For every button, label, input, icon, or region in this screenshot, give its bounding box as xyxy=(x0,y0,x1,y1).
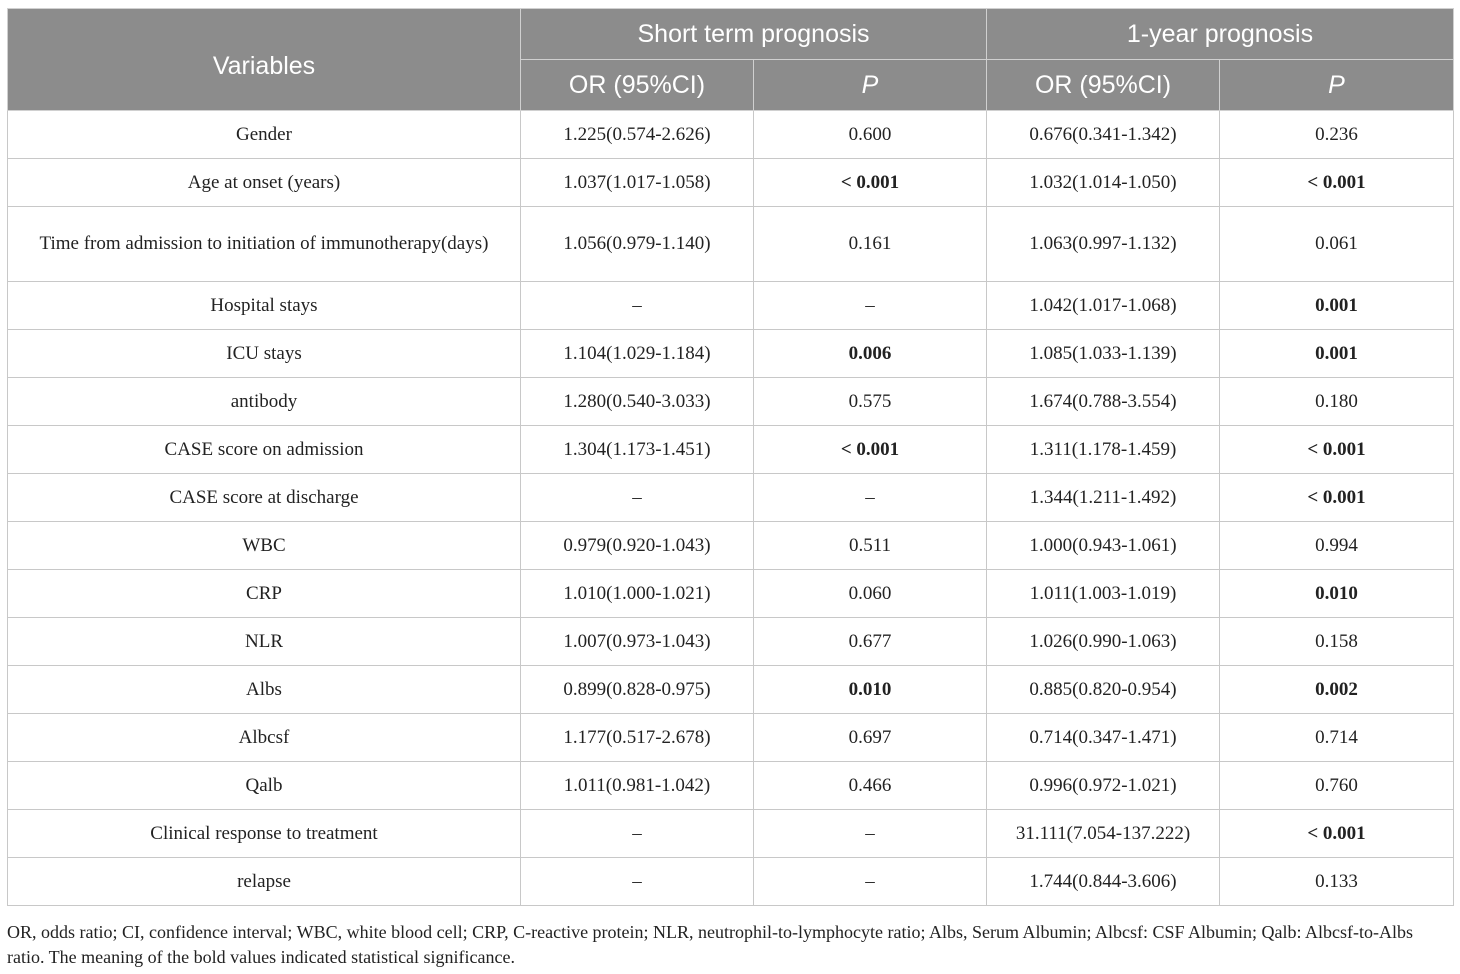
header-or-1year: OR (95%CI) xyxy=(987,60,1220,111)
header-1-year-prognosis: 1-year prognosis xyxy=(987,9,1454,60)
cell-variable: CASE score at discharge xyxy=(8,474,521,522)
cell-or-1year: 1.085(1.033-1.139) xyxy=(987,330,1220,378)
cell-variable: Age at onset (years) xyxy=(8,159,521,207)
cell-or-short: – xyxy=(521,810,754,858)
header-variables: Variables xyxy=(8,9,521,111)
cell-p-1year xyxy=(1220,666,1454,714)
cell-p-short: 0.600 xyxy=(754,111,987,159)
cell-or-short: 0.899(0.828-0.975) xyxy=(521,666,754,714)
table-row xyxy=(8,330,1454,378)
cell-p-short: 0.466 xyxy=(754,762,987,810)
cell-p-1year xyxy=(1220,426,1454,474)
table-row xyxy=(8,426,1454,474)
table-row xyxy=(8,570,1454,618)
cell-variable: NLR xyxy=(8,618,521,666)
cell-p-short-bold: 0.006 xyxy=(848,342,892,364)
cell-p-1year: 0.714 xyxy=(1220,714,1454,762)
cell-p-1year: 0.760 xyxy=(1220,762,1454,810)
cell-or-1year: 1.744(0.844-3.606) xyxy=(987,858,1220,906)
cell-p-short-bold: 0.010 xyxy=(848,678,892,700)
cell-p-short: – xyxy=(754,810,987,858)
cell-or-1year: 1.011(1.003-1.019) xyxy=(987,570,1220,618)
cell-or-1year: 0.676(0.341-1.342) xyxy=(987,111,1220,159)
cell-p-1year xyxy=(1220,570,1454,618)
cell-or-short: 1.225(0.574-2.626) xyxy=(521,111,754,159)
cell-p-short: 0.677 xyxy=(754,618,987,666)
cell-p-1year: 0.994 xyxy=(1220,522,1454,570)
cell-p-1year-bold: 0.002 xyxy=(1315,678,1358,700)
cell-p-1year: 0.158 xyxy=(1220,618,1454,666)
table-row xyxy=(8,282,1454,330)
cell-p-1year xyxy=(1220,282,1454,330)
table-row xyxy=(8,810,1454,858)
cell-or-short: 1.007(0.973-1.043) xyxy=(521,618,754,666)
cell-or-short: – xyxy=(521,858,754,906)
header-p-short xyxy=(754,60,987,111)
cell-or-1year: 1.344(1.211-1.492) xyxy=(987,474,1220,522)
cell-variable: Clinical response to treatment xyxy=(8,810,521,858)
cell-p-1year: 0.133 xyxy=(1220,858,1454,906)
cell-p-1year xyxy=(1220,810,1454,858)
results-table-container xyxy=(7,8,1453,906)
cell-variable: ICU stays xyxy=(8,330,521,378)
cell-or-short: 1.104(1.029-1.184) xyxy=(521,330,754,378)
table-row xyxy=(8,378,1454,426)
cell-p-1year xyxy=(1220,330,1454,378)
cell-or-short: – xyxy=(521,474,754,522)
cell-p-short: – xyxy=(754,474,987,522)
header-p-short-label: P xyxy=(861,70,879,99)
cell-or-short: 1.037(1.017-1.058) xyxy=(521,159,754,207)
cell-or-short: 0.979(0.920-1.043) xyxy=(521,522,754,570)
cell-variable: Time from admission to initiation of immunotherapy(days) xyxy=(8,207,521,282)
cell-variable: relapse xyxy=(8,858,521,906)
cell-p-1year-bold: < 0.001 xyxy=(1307,438,1366,460)
cell-or-1year: 1.674(0.788-3.554) xyxy=(987,378,1220,426)
cell-or-1year: 0.714(0.347-1.471) xyxy=(987,714,1220,762)
table-row xyxy=(8,858,1454,906)
cell-or-short: 1.010(1.000-1.021) xyxy=(521,570,754,618)
table-row xyxy=(8,762,1454,810)
cell-variable: Hospital stays xyxy=(8,282,521,330)
cell-p-short: 0.575 xyxy=(754,378,987,426)
table-row xyxy=(8,207,1454,282)
cell-p-1year xyxy=(1220,474,1454,522)
table-row xyxy=(8,159,1454,207)
results-table xyxy=(7,8,1454,906)
cell-or-short: 1.177(0.517-2.678) xyxy=(521,714,754,762)
cell-p-1year-bold: 0.001 xyxy=(1315,294,1358,316)
cell-or-1year: 1.032(1.014-1.050) xyxy=(987,159,1220,207)
cell-or-short: 1.304(1.173-1.451) xyxy=(521,426,754,474)
table-footnote: OR, odds ratio; CI, confidence interval; WBC, white blood cell; CRP, C-reactive protein; NLR, neutrophil-to-lymphocyte ratio; Albs, Serum Albumin; Albcsf: CSF Albumin; Qalb: Albcsf-to-Albs ratio. The meaning of the bold values indicated statistical significance. xyxy=(7,922,1414,967)
cell-p-1year-bold: < 0.001 xyxy=(1307,486,1366,508)
cell-p-short: – xyxy=(754,282,987,330)
cell-p-1year: 0.061 xyxy=(1220,207,1454,282)
cell-p-short: 0.060 xyxy=(754,570,987,618)
cell-or-1year: 1.042(1.017-1.068) xyxy=(987,282,1220,330)
cell-variable: Gender xyxy=(8,111,521,159)
cell-or-1year: 1.026(0.990-1.063) xyxy=(987,618,1220,666)
header-p-1year-label: P xyxy=(1328,70,1345,99)
table-body xyxy=(8,111,1454,906)
cell-or-1year: 1.063(0.997-1.132) xyxy=(987,207,1220,282)
cell-or-short: – xyxy=(521,282,754,330)
cell-or-short: 1.011(0.981-1.042) xyxy=(521,762,754,810)
table-row xyxy=(8,111,1454,159)
cell-p-short xyxy=(754,159,987,207)
cell-or-1year: 0.996(0.972-1.021) xyxy=(987,762,1220,810)
table-row xyxy=(8,474,1454,522)
cell-p-1year: 0.236 xyxy=(1220,111,1454,159)
cell-p-short: 0.697 xyxy=(754,714,987,762)
cell-or-1year: 31.111(7.054-137.222) xyxy=(987,810,1220,858)
cell-p-short: 0.511 xyxy=(754,522,987,570)
cell-variable: antibody xyxy=(8,378,521,426)
cell-p-short-bold: < 0.001 xyxy=(840,438,900,460)
cell-or-1year: 1.311(1.178-1.459) xyxy=(987,426,1220,474)
cell-p-short xyxy=(754,330,987,378)
cell-variable: CRP xyxy=(8,570,521,618)
cell-or-1year: 0.885(0.820-0.954) xyxy=(987,666,1220,714)
table-row xyxy=(8,618,1454,666)
cell-or-1year: 1.000(0.943-1.061) xyxy=(987,522,1220,570)
header-or-short: OR (95%CI) xyxy=(521,60,754,111)
cell-p-short xyxy=(754,426,987,474)
cell-variable: CASE score on admission xyxy=(8,426,521,474)
cell-variable: Albcsf xyxy=(8,714,521,762)
cell-variable: Qalb xyxy=(8,762,521,810)
cell-p-1year-bold: < 0.001 xyxy=(1307,171,1366,193)
cell-or-short: 1.056(0.979-1.140) xyxy=(521,207,754,282)
table-row xyxy=(8,522,1454,570)
cell-p-1year-bold: < 0.001 xyxy=(1307,822,1366,844)
cell-variable: Albs xyxy=(8,666,521,714)
table-row xyxy=(8,666,1454,714)
cell-p-short-bold: < 0.001 xyxy=(840,171,900,193)
cell-p-short xyxy=(754,666,987,714)
cell-p-1year xyxy=(1220,159,1454,207)
cell-p-short: 0.161 xyxy=(754,207,987,282)
header-short-term-prognosis: Short term prognosis xyxy=(521,9,987,60)
header-p-1year xyxy=(1220,60,1454,111)
cell-p-1year: 0.180 xyxy=(1220,378,1454,426)
cell-or-short: 1.280(0.540-3.033) xyxy=(521,378,754,426)
cell-p-short: – xyxy=(754,858,987,906)
table-row xyxy=(8,714,1454,762)
cell-p-1year-bold: 0.010 xyxy=(1315,582,1358,604)
cell-variable: WBC xyxy=(8,522,521,570)
cell-p-1year-bold: 0.001 xyxy=(1315,342,1358,364)
